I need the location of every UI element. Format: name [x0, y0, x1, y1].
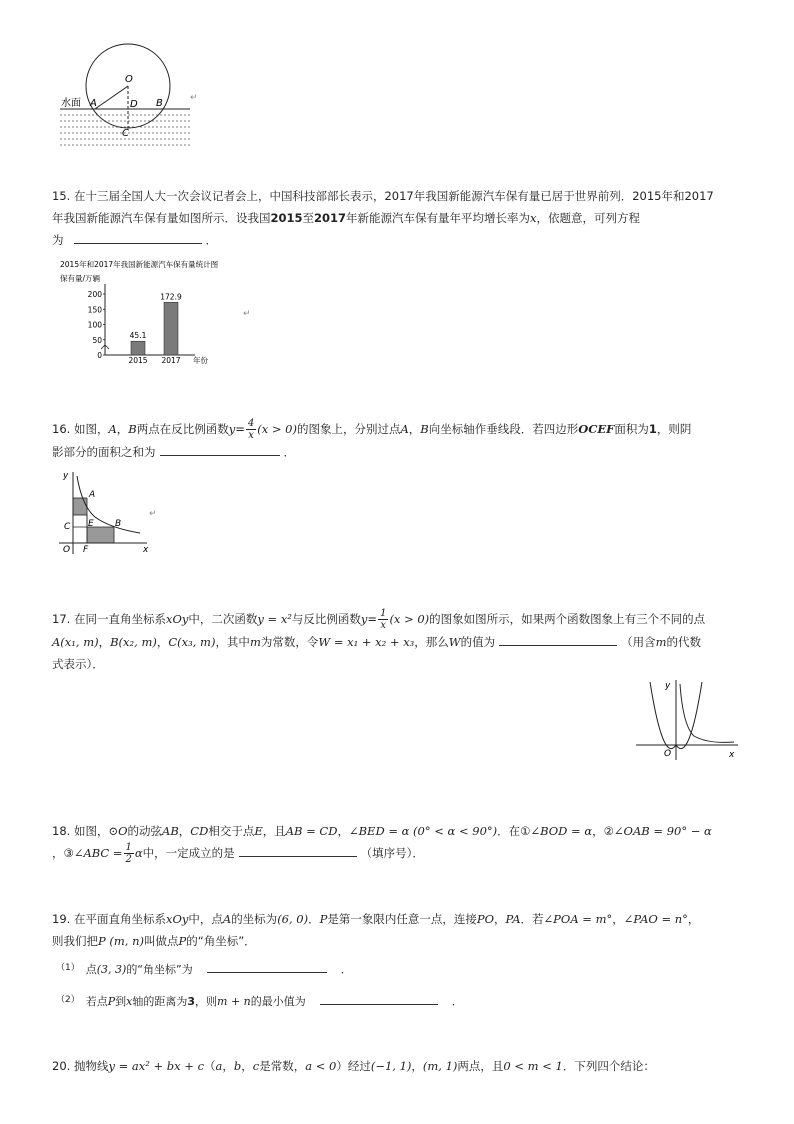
q17-number: 17. [52, 612, 71, 626]
q19-text9: ， [687, 912, 700, 926]
q18-line2 [52, 842, 752, 865]
chart-ylabel: 保有量/万辆 [60, 274, 101, 283]
q17-text5: ，其中 [215, 635, 250, 649]
label-x: x [143, 545, 149, 555]
q15-var-x: x [530, 211, 537, 225]
q20-point1: (−1, 1) [370, 1059, 412, 1073]
q16-figure [55, 466, 165, 558]
q17-answer-blank[interactable] [499, 633, 617, 646]
question-15 [52, 185, 752, 251]
q17-figure [634, 676, 744, 762]
q20-text4: ， [241, 1059, 253, 1073]
q19-sub2-three: 3 [187, 995, 196, 1008]
q17-text2: 中，二次函数 [188, 612, 258, 626]
q19-text4: ． [308, 912, 320, 926]
label-d: D [130, 99, 138, 110]
label-a: A [90, 98, 97, 109]
q17-y: y [360, 612, 368, 626]
q16-text2: ， [116, 422, 129, 436]
q18-numerator: 1 [125, 842, 132, 853]
q16-answer-blank[interactable] [160, 443, 280, 456]
q18-cond2: ∠OAB = 90° − α [613, 824, 712, 838]
q19-line2 [52, 930, 752, 952]
q16-text9: 影部分的面积之和为 [52, 445, 156, 459]
question-17 [52, 608, 752, 675]
q18-text9: ，③ [52, 846, 74, 860]
q16-point-b: B [128, 422, 137, 436]
q17-text11: 式表示）． [52, 657, 104, 671]
q18-text1: 如图， [73, 824, 109, 838]
return-mark: ↵ [149, 509, 157, 519]
q19-sub1-text2: 的“角坐标”为 [126, 963, 193, 976]
q15-line1 [52, 185, 752, 207]
label-b: B [115, 519, 122, 529]
q19-p2: P [178, 934, 187, 948]
q18-text3: ， [178, 824, 191, 838]
q18-number: 18. [52, 824, 71, 838]
q19-text5: 是第一象限内任意一点，连接 [327, 912, 477, 926]
label-x: x [729, 750, 735, 760]
q19-sub2-text3: 轴的距离为 [132, 995, 188, 1008]
chart-title: 2015年和2017年我国新能源汽车保有量统计图 [60, 260, 219, 269]
q19-text11: 叫做点 [144, 934, 179, 948]
q18-text2: 的动弦 [127, 824, 163, 838]
q16-text7: 面积为 [614, 422, 649, 436]
q17-text1: 在同一直角坐标系 [73, 612, 166, 626]
q18-text5: ，且 [262, 824, 286, 838]
q17-line3 [52, 653, 752, 675]
q15-text2e: 年新能源汽车保有量年平均增长率为 [346, 211, 531, 225]
y-tick-label: 50 [92, 335, 102, 345]
q20-text9: ．下列四个结论： [562, 1059, 655, 1073]
label-a: A [89, 490, 96, 500]
q15-line2 [52, 207, 752, 229]
q17-text10: 的代数 [666, 635, 702, 649]
q15-text3b: ． [205, 233, 217, 247]
q19-sub1-number: （1） [56, 963, 80, 973]
q20-c: c [252, 1059, 260, 1073]
q18-text7: ．在① [497, 824, 531, 838]
q19-text12: 的“角坐标”． [186, 934, 256, 948]
q19-sub1-answer-blank[interactable] [207, 960, 327, 973]
q17-condition: (x > 0) [389, 612, 430, 626]
y-ticks [88, 290, 105, 360]
q18-text4: 相交于点 [208, 824, 255, 838]
q18-angle: ∠BED = α (0° < α < 90°) [348, 824, 498, 838]
q19-a: A [222, 912, 232, 926]
q18-text6: ， [337, 824, 349, 838]
q17-text3: 与反比例函数 [291, 612, 361, 626]
q16-denominator: x [248, 430, 254, 441]
q16-line2 [52, 441, 752, 463]
q19-text2: 中，点 [188, 912, 223, 926]
q19-angle1: ∠POA = m° [543, 912, 613, 926]
q16-point-a: A [108, 422, 117, 436]
y-tick-label: 150 [87, 305, 102, 315]
q18-ab: AB [162, 824, 179, 838]
q15-text3a: 为 [52, 233, 64, 247]
shaded-region-2 [87, 527, 114, 543]
q15-line3 [52, 229, 752, 251]
q19-sub1-point: (3, 3) [96, 963, 127, 976]
q19-p: P [319, 912, 328, 926]
q19-line1 [52, 908, 752, 930]
q17-w-def: W = x₁ + x₂ + x₃ [318, 635, 415, 649]
q20-number: 20. [52, 1059, 71, 1073]
q19-pmn: P (m, n) [98, 934, 144, 948]
q19-sub2-text2: 到 [115, 995, 127, 1008]
q20-text6: ）经过 [336, 1059, 371, 1073]
q17-point-b: B(x₂, m) [110, 635, 157, 649]
chart-xlabel: 年份 [193, 356, 208, 365]
y-tick-label: 100 [87, 320, 102, 330]
q19-angle2: ∠PAO = n° [623, 912, 688, 926]
circle-water-figure [55, 40, 215, 152]
q17-text6: 为常数，令 [260, 635, 319, 649]
q19-sub2-x: x [126, 995, 133, 1008]
question-16 [52, 418, 752, 463]
q15-number: 15. [52, 189, 71, 203]
q18-answer-blank[interactable] [239, 844, 357, 857]
label-o: O [664, 749, 672, 759]
rectangle-ocef [73, 515, 87, 543]
q17-text8: 的值为 [460, 635, 496, 649]
q18-cond1: ∠BOD = α [530, 824, 593, 838]
q19-sub2-text4: ，则 [195, 995, 218, 1008]
q15-text2c: 至 [302, 211, 315, 225]
q20-condition: a < 0 [305, 1059, 337, 1073]
q20-b: b [233, 1059, 242, 1073]
q17-point-c: C(x₃, m) [168, 635, 216, 649]
q15-text2a: 年我国新能源汽车保有量如图所示．设我国 [52, 211, 271, 225]
q17-numerator: 1 [380, 608, 387, 619]
q19-sub2-p: P [107, 995, 116, 1008]
bar-value-label: 172.9 [160, 292, 182, 302]
q18-eq1: AB = CD [285, 824, 338, 838]
q16-line1 [52, 418, 752, 441]
label-c: C [64, 522, 71, 532]
q19-sub2-number: （2） [56, 995, 80, 1005]
q19-text6: ， [494, 912, 506, 926]
q16-text4: 的图象上，分别过点 [296, 422, 401, 436]
q16-text3: 两点在反比例函数 [136, 422, 229, 436]
label-y: y [63, 471, 69, 481]
q18-circle: ⊙O [108, 824, 128, 838]
q16-text5: ， [408, 422, 421, 436]
q16-text8: ，则阴 [656, 422, 692, 436]
question-19 [52, 908, 752, 952]
q17-comma2: ， [156, 635, 169, 649]
q18-line1 [52, 820, 752, 842]
q17-line1 [52, 608, 752, 631]
water-label: 水面 [61, 98, 81, 109]
q20-text3: ， [222, 1059, 234, 1073]
q19-subquestion-2 [56, 990, 463, 1012]
q15-year-2015: 2015 [270, 211, 303, 225]
q20-a: a [215, 1059, 223, 1073]
q15-bar-chart [55, 256, 260, 368]
bars [128, 292, 182, 365]
q17-w: W [448, 635, 461, 649]
q17-quad: y = x² [257, 612, 292, 626]
y-tick-label: 200 [87, 290, 102, 299]
q16-ocef: OCEF [578, 422, 615, 436]
q19-sub2-mn: m + n [217, 995, 251, 1008]
q17-m2: m [655, 635, 667, 649]
label-o: O [125, 74, 133, 85]
q16-eq: = [235, 422, 245, 436]
q20-text7: ， [411, 1059, 423, 1073]
label-o: O [63, 545, 71, 555]
q16-y: y [228, 422, 236, 436]
q19-text7: ．若 [520, 912, 544, 926]
q16-text1: 如图， [73, 422, 109, 436]
q20-text1: 抛物线 [73, 1059, 109, 1073]
q18-fraction [124, 842, 134, 865]
q17-denominator: x [380, 620, 387, 631]
q16-fraction [246, 418, 256, 441]
q16-number: 16. [52, 422, 71, 436]
q17-text7: ，那么 [414, 635, 449, 649]
hyperbola-curve [680, 684, 734, 742]
q18-denominator: 2 [125, 854, 132, 865]
q16-numerator: 4 [247, 418, 255, 429]
return-mark: ↵ [243, 309, 251, 319]
q19-xoy: xOy [165, 912, 189, 926]
q18-text11: （填序号）． [360, 846, 424, 860]
q16-one: 1 [648, 422, 657, 436]
label-b: B [156, 98, 163, 109]
q19-sub2-end: ． [451, 995, 463, 1008]
q16-condition: (x > 0) [257, 422, 297, 436]
q16-text6: 向坐标轴作垂线段．若四边形 [428, 422, 579, 436]
q19-sub2-text1: 若点 [85, 995, 108, 1008]
q16-text10: ． [283, 445, 295, 459]
question-20 [52, 1055, 752, 1077]
q18-cond3a: ∠ABC = [73, 846, 123, 860]
q17-comma1: ， [98, 635, 111, 649]
shaded-region-1 [73, 498, 87, 515]
q15-year-2017: 2017 [314, 211, 347, 225]
question-18 [52, 820, 752, 865]
q17-xoy: xOy [165, 612, 189, 626]
q19-sub1-text1: 点 [85, 963, 97, 976]
q19-subquestion-1 [56, 958, 352, 980]
q16-point-a2: A [400, 422, 409, 436]
q17-text4: 的图象如图所示，如果两个函数图象上有三个不同的点 [429, 612, 706, 626]
q18-cond3b: α [134, 846, 143, 860]
q17-point-a: A(x₁, m) [52, 635, 99, 649]
q19-text1: 在平面直角坐标系 [73, 912, 166, 926]
q19-sub2-text5: 的最小值为 [250, 995, 306, 1008]
label-c: C [122, 128, 129, 139]
q18-text10: 中，一定成立的是 [142, 846, 235, 860]
q16-point-b2: B [420, 422, 429, 436]
q17-fraction [378, 608, 388, 631]
q20-equation: y = ax² + bx + c [108, 1059, 205, 1073]
y-tick-label: 0 [97, 351, 102, 360]
q17-text9: （用含 [621, 635, 656, 649]
bar-value-label: 45.1 [129, 331, 147, 341]
bar-2017 [164, 302, 178, 355]
q15-text2f: ，依题意，可列方程 [536, 211, 641, 225]
x-category-label: 2015 [128, 356, 148, 365]
q17-line2 [52, 631, 752, 653]
q20-text2: （ [204, 1059, 216, 1073]
q18-e: E [254, 824, 263, 838]
q17-eq: = [367, 612, 378, 626]
q18-cd: CD [190, 824, 209, 838]
q19-pa: PA [505, 912, 521, 926]
q17-m: m [249, 635, 261, 649]
label-y: y [665, 681, 671, 691]
q19-text10: 则我们把 [52, 934, 98, 948]
q19-text8: ， [612, 912, 624, 926]
q19-coord: (6, 0) [277, 912, 309, 926]
q20-text5: 是常数， [259, 1059, 306, 1073]
q19-text3: 的坐标为 [231, 912, 278, 926]
label-f: F [83, 545, 89, 555]
q20-line1 [52, 1055, 752, 1077]
q20-point2: (m, 1) [422, 1059, 458, 1073]
q15-answer-blank[interactable] [74, 231, 202, 244]
q18-text8: ，② [592, 824, 614, 838]
q19-number: 19. [52, 912, 71, 926]
return-mark: ↵ [190, 93, 198, 103]
q20-text8: 两点，且 [457, 1059, 504, 1073]
q15-text1: 在十三届全国人大一次会议记者会上，中国科技部部长表示，2017年我国新能源汽车保有量已居于世界前列．2015年和2017 [73, 189, 714, 203]
q19-sub1-end: ． [340, 963, 352, 976]
q20-range: 0 < m < 1 [503, 1059, 563, 1073]
label-e: E [88, 519, 94, 529]
x-category-label: 2017 [161, 356, 181, 365]
q19-sub2-answer-blank[interactable] [320, 992, 438, 1005]
radius-oa [95, 86, 128, 109]
bar-2015 [131, 341, 145, 355]
q19-po: PO [476, 912, 495, 926]
